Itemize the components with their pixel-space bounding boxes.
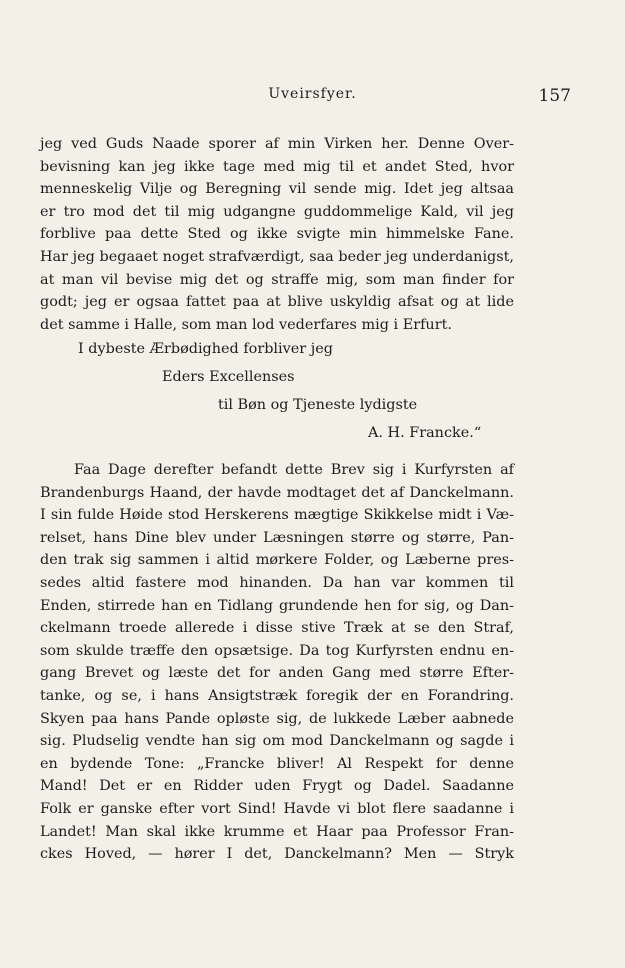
text-line: den trak sig sammen i altid mørkere Folder, og Læberne pres- — [40, 552, 514, 569]
page-header — [40, 86, 585, 110]
text-line: Mand! Det er en Ridder uden Frygt og Dadel. Saadanne — [40, 778, 514, 795]
text-line: sedes altid fastere mod hinanden. Da han var kommen til — [40, 574, 514, 591]
text-line: I sin fulde Høide stod Herskerens mægtige Skikkelse midt i Væ- — [40, 507, 514, 524]
text-line: Skyen paa hans Pande opløste sig, de lukkede Læber aabnede — [40, 710, 514, 727]
text-line: Landet! Man skal ikke krumme et Haar paa Professor Fran- — [40, 823, 514, 840]
signature-line: A. H. Francke.“ — [368, 425, 482, 441]
paragraph-letter-end — [40, 133, 514, 336]
closing-line: I dybeste Ærbødighed forbliver jeg — [78, 341, 333, 357]
text-line: bevisning kan jeg ikke tage med mig til et andet Sted, hvor — [40, 158, 514, 175]
text-line: som skulde træffe den opsætsige. Da tog Kurfyrsten endnu en- — [40, 642, 514, 659]
text-line: Brandenburgs Haand, der havde modtaget det af Danckelmann. — [40, 484, 514, 501]
text-line: tanke, og se, i hans Ansigtstræk foregik der en Forandring. — [40, 687, 514, 704]
closing-line: til Bøn og Tjeneste lydigste — [218, 397, 418, 413]
text-line: gang Brevet og læste det for anden Gang med større Efter- — [40, 665, 514, 682]
text-line: det samme i Halle, som man lod vederfares mig i Erfurt. — [40, 316, 452, 333]
text-line: at man vil bevise mig det og straffe mig, som man finder for — [40, 271, 514, 288]
closing-line: Eders Excellenses — [162, 369, 295, 385]
text-line: Har jeg begaaet noget strafværdigt, saa beder jeg underdanigst, — [40, 248, 514, 265]
text-line: Enden, stirrede han en Tidlang grundende hen for sig, og Dan- — [40, 597, 514, 614]
text-line: Faa Dage derefter befandt dette Brev sig i Kurfyrsten af — [74, 462, 514, 478]
text-line: menneskelig Vilje og Beregning vil sende mig. Idet jeg altsaa — [40, 181, 514, 198]
text-line: jeg ved Guds Naade sporer af min Virken her. Denne Over- — [40, 136, 514, 152]
text-line: godt; jeg er ogsaa fattet paa at blive uskyldig afsat og at lide — [40, 294, 514, 311]
text-line: er tro mod det til mig udgangne guddommelige Kald, vil jeg — [40, 203, 514, 220]
paragraph-narrative — [40, 459, 514, 866]
text-line: forblive paa dette Sted og ikke svigte min himmelske Fane. — [40, 226, 514, 243]
text-line: en bydende Tone: „Francke bliver! Al Respekt for denne — [40, 755, 514, 772]
text-line: relset, hans Dine blev under Læsningen større og større, Pan- — [40, 529, 514, 546]
page-number: 157 — [538, 86, 571, 106]
text-line: ckes Hoved, — hører I det, Danckelmann? Men — Stryk — [40, 846, 514, 863]
text-line: sig. Pludselig vendte han sig om mod Danckelmann og sagde i — [40, 733, 514, 750]
running-head: Uveirsfyer. — [268, 86, 357, 102]
text-line: ckelmann troede allerede i disse stive Træk at se den Straf, — [40, 620, 514, 637]
text-line: Folk er ganske efter vort Sind! Havde vi blot flere saadanne i — [40, 800, 514, 817]
